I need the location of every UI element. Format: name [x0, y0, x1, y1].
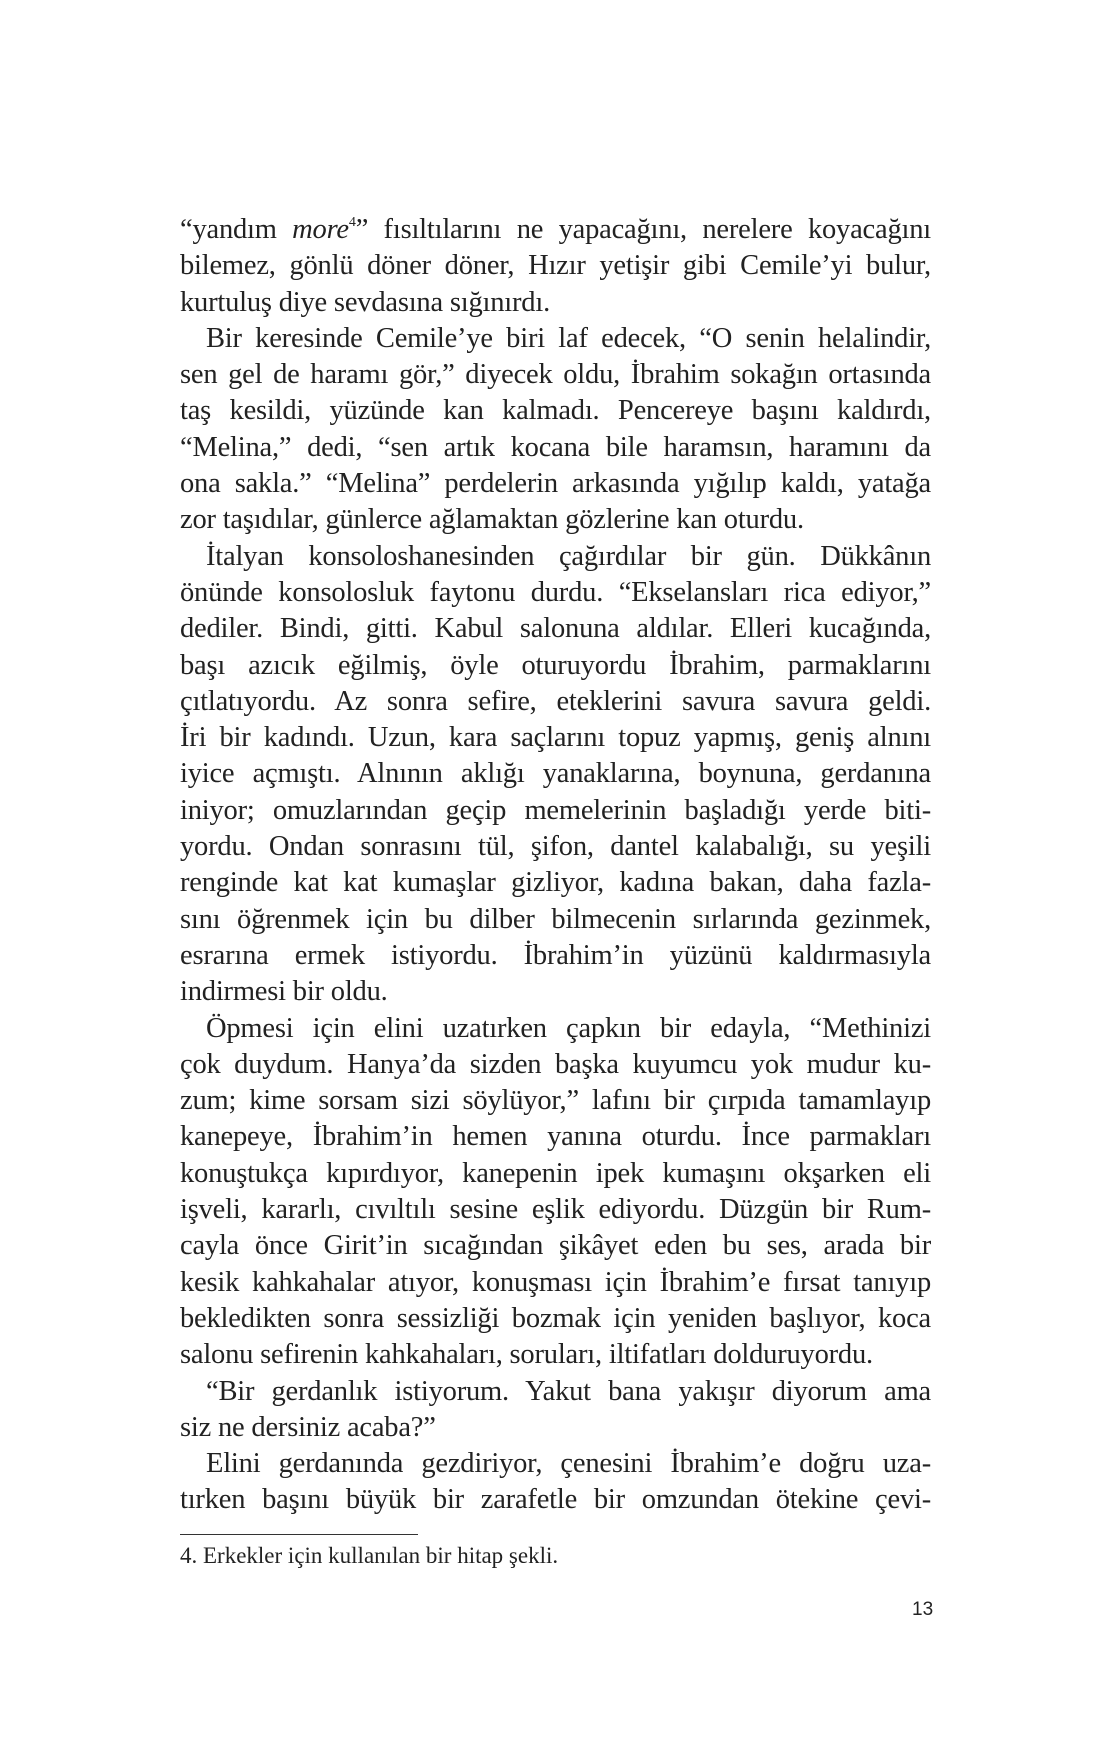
text-line: iniyor; omuzlarından geçip memelerinin başladığı yerde biti- — [180, 794, 931, 826]
text-line: İtalyan konsoloshanesinden çağırdılar bir gün. Dükkânın — [206, 540, 931, 572]
text-line: çok duydum. Hanya’da sizden başka kuyumcu yok mudur ku- — [180, 1048, 931, 1080]
italic-word: more — [292, 214, 349, 245]
text-line: iyice açmıştı. Alnının aklığı yanaklarına, boynuna, gerdanına — [180, 758, 931, 790]
text-line: bekledikten sonra sessizliği bozmak için yeniden başlıyor, koca — [180, 1302, 931, 1334]
text-line: dediler. Bindi, gitti. Kabul salonuna aldılar. Elleri kucağında, — [180, 613, 931, 645]
footnote-marker: 4 — [348, 215, 356, 230]
text-line: kurtuluş diye sevdasına sığınırdı. — [180, 286, 550, 318]
footnote-divider — [180, 1534, 418, 1535]
text-line: İri bir kadındı. Uzun, kara saçlarını topuz yapmış, geniş alnını — [180, 722, 931, 754]
text-line: renginde kat kat kumaşlar gizliyor, kadına bakan, daha fazla- — [180, 867, 931, 899]
text-line: tırken başını büyük bir zarafetle bir omzundan ötekine çevi- — [180, 1484, 931, 1516]
text-line: zor taşıdılar, günlerce ağlamaktan gözlerine kan oturdu. — [180, 504, 804, 536]
text-line: kesik kahkahalar atıyor, konuşması için İbrahim’e fırsat tanıyıp — [180, 1266, 931, 1298]
text-line: Bir keresinde Cemile’ye biri laf edecek, “O senin helalindir, — [206, 322, 931, 354]
text-line: zum; kime sorsam sizi söylüyor,” lafını bir çırpıda tamamlayıp — [180, 1085, 931, 1117]
text-line: Elini gerdanında gezdiriyor, çenesini İbrahim’e doğru uza- — [206, 1448, 931, 1480]
text-line: sını öğrenmek için bu dilber bilmecenin sırlarında gezinmek, — [180, 903, 931, 935]
text-line: çıtlatıyordu. Az sonra sefire, eteklerini savura savura geldi. — [180, 685, 931, 717]
text-line: indirmesi bir oldu. — [180, 976, 388, 1008]
text-line: ona sakla.” “Melina” perdelerin arkasında yığılıp kaldı, yatağa — [180, 468, 931, 500]
text-line: salonu sefirenin kahkahaları, soruları, iltifatları dolduruyordu. — [180, 1339, 873, 1371]
text-line: esrarına ermek istiyordu. İbrahim’in yüzünü kaldırmasıyla — [180, 939, 931, 971]
text-line: “Melina,” dedi, “sen artık kocana bile haramsın, haramını da — [180, 431, 931, 463]
text-line: önünde konsolosluk faytonu durdu. “Ekselansları rica ediyor,” — [180, 576, 931, 608]
text-line: kanepeye, İbrahim’in hemen yanına oturdu. İnce parmakları — [180, 1121, 931, 1153]
text-line: cayla önce Girit’in sıcağından şikâyet eden bu ses, arada bir — [180, 1230, 931, 1262]
text-line: Öpmesi için elini uzatırken çapkın bir edayla, “Methinizi — [206, 1012, 931, 1044]
text-line: sen gel de haramı gör,” diyecek oldu, İbrahim sokağın ortasında — [180, 359, 931, 391]
text-line: siz ne dersiniz acaba?” — [180, 1411, 436, 1443]
text-line: işveli, kararlı, cıvıltılı sesine eşlik ediyordu. Düzgün bir Rum- — [180, 1194, 931, 1226]
text-line: yordu. Ondan sonrasını tül, şifon, dantel kalabalığı, su yeşili — [180, 831, 931, 863]
text-line: taş kesildi, yüzünde kan kalmadı. Pencereye başını kaldırdı, — [180, 395, 931, 427]
footnote: 4. Erkekler için kullanılan bir hitap şekli. — [180, 1543, 559, 1568]
text-line: bilemez, gönlü döner döner, Hızır yetişir gibi Cemile’yi bulur, — [180, 250, 931, 282]
text-line: konuştukça kıpırdıyor, kanepenin ipek kumaşını okşarken eli — [180, 1157, 931, 1189]
text-line: “yandım more$^4$” fısıltılarını ne yapacağını, nerelere koyacağını — [180, 214, 931, 245]
page-number: 13 — [912, 1599, 934, 1620]
text-line: başı azıcık eğilmiş, öyle oturuyordu İbrahim, parmaklarını — [180, 649, 931, 681]
body-text — [180, 212, 931, 1519]
text-line: “Bir gerdanlık istiyorum. Yakut bana yakışır diyorum ama — [206, 1375, 931, 1407]
